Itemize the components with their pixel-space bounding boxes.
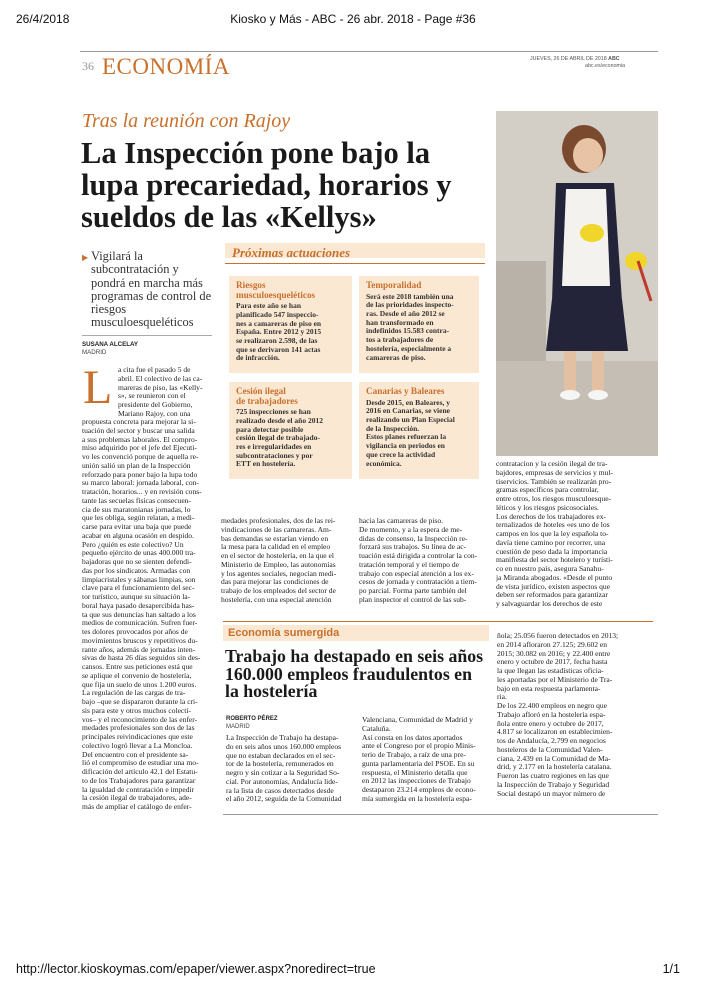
article-kicker: Tras la reunión con Rajoy xyxy=(82,110,291,132)
box-item-body: Será este 2018 también una de las prioridades inspecto- ras. Desde el año 2012 se han transformado en indefinidos 15.583 contra- tos a trabajadores de hostelería, especialmente a camareras de piso. xyxy=(366,291,454,362)
box-item-canarias xyxy=(359,382,479,479)
sidebar-dateline: MADRID xyxy=(226,724,250,730)
box-item-riesgos xyxy=(229,276,352,373)
maid-photo xyxy=(496,111,658,456)
print-date: 26/4/2018 xyxy=(16,12,70,26)
source-url[interactable]: http://lector.kioskoymas.com/epaper/viewer.aspx?noredirect=true xyxy=(16,962,376,976)
byline: SUSANA ALCELAY xyxy=(82,341,139,348)
article-col3: hacia las camareras de piso. De momento, y a la espera de me- didas de consenso, la Inspección re- forzará sus trabajos. Su línea de ac- tuación está dirigida a controlar la con- tratación temporal y el tiempo de trabajo con especial atención a los ex- cesos de jornada y contratación a tiem- po parcial. Forma parte también del plan inspector el control de las sub- xyxy=(359,517,478,604)
box-item-title: Riesgos musculoesqueléticos xyxy=(236,280,316,300)
box-item-body: Para este año se han planificado 547 inspeccio- nes a camareras de piso en España. Entre 2012 y 2015 se realizaron 2.598, de las que se derivaron 141 actas de infracción. xyxy=(236,301,322,363)
box-rule xyxy=(225,263,485,264)
article-headline: La Inspección pone bajo la lupa precariedad, horarios y sueldos de las «Kellys» xyxy=(81,136,452,234)
box-item-temporalidad xyxy=(359,276,479,373)
article-col1-top: a cita fue el pasado 5 de abril. El colectivo de las ca- mareras de piso, las «Kelly- s», se reunieron con el presidente del Gobierno, Mariano Rajoy, con una xyxy=(118,366,203,418)
box-item-title: Temporalidad xyxy=(366,280,422,290)
dateline: MADRID xyxy=(82,349,107,356)
page-number: 36 xyxy=(82,59,94,73)
sidebar-rule-bottom xyxy=(223,814,658,815)
edition-date-text: JUEVES, 26 DE ABRIL DE 2018 xyxy=(530,56,607,62)
edition-date xyxy=(530,56,620,62)
bullet-arrow-icon: ▶ xyxy=(82,253,89,262)
box-item-body: Desde 2015, en Baleares, y 2016 en Canarias, se viene realizando un Plan Especial de la Inspección. Estos planes refuerzan la vigilancia en periodos en que crece la actividad económica. xyxy=(366,397,455,468)
box-title: Próximas actuaciones xyxy=(232,245,351,260)
box-item-cesion xyxy=(229,382,352,479)
box-item-body: 725 inspecciones se han realizado desde el año 2012 para detectar posible cesión ilegal de trabajado- res e irregularidades en subcontrataciones y por ETT en hostelería. xyxy=(236,407,323,469)
section-web: abc.es/economia xyxy=(585,63,626,69)
drop-cap: L xyxy=(83,361,113,414)
box-item-title: Cesión ilegal de trabajadores xyxy=(236,386,298,406)
sidebar-col2: Valenciana, Comunidad de Madrid y Cataluña. Así consta en los datos aportados ante el Congreso por el propio Minis- terio de Trabajo, a raíz de una pre- gunta parlamentaria del PSOE. En su respuesta, el Ministerio detalla que en 2012 las inspecciones de Trabajo destaparon 23.214 empleos de econo- mía sumergida en la hostelería espa- xyxy=(362,716,476,803)
page-count: 1/1 xyxy=(662,962,680,976)
sidebar-col3: ñola; 25.056 fueron detectados en 2013; en 2014 afloraron 27.125; 29.602 en 2015; 30.082 en 2016; y 22.400 entre enero y octubre de 2017, fecha hasta la que llegan las estadísticas oficia- les aportadas por el Ministerio de Tra- bajo en esta respuesta parlamenta- ria. De los 22.400 empleos en negro que Trabajo afloró en la hostelería espa- ñola entre enero y octubre de 2017, 4.817 se localizaron en establecimien- tos de Andalucía, 2.799 en negocios hosteleros de la Comunidad Valen- ciana, 2.439 en la Comunidad de Ma- drid, y 2.177 en la hostelería catalana. Fueron las cuatro regiones en las que la Inspección de Trabajo y Seguridad Social destapó un mayor número de xyxy=(497,632,619,798)
article-col1: propuesta concreta para mejorar la si- tuación del sector y buscar una salida a sus problemas laborales. El compro- miso adquirido por el jefe del Ejecuti- vo les convenció porque de aquella re- unión salió un plan de la Inspección reforzado para poner bajo la lupa todo su marco laboral: jornada laboral, con- tratación, horarios... y en revisión cons- tante las secuelas físicas consecuen- cia de sus maratonianas jornadas, lo que les obliga, según relatan, a medi- carse para evitar una baja que puede acabar en alguna ocasión en despido. Pero ¿quién es este colectivo? Un pequeño ejército de unas 400.000 tra- bajadoras que no se sienten defendi- das por los sindicatos. Armadas con limpiacristales y sábanas limpias, son clave para el funcionamiento del sec- tor turístico, aunque su situación la- boral haya pasado desapercibida has- ta que sus denuncias han saltado a los medios de comunicación. Sufren fuer- tes dolores provocados por años de movimientos bruscos y repetitivos du- rante años, además de jornadas inten- sivas de hasta 26 días seguidos sin des- cansos. Entre sus peticiones está que se aplique el convenio de hostelería, que fija un suelo de unos 1.200 euros. La regulación de las cargas de tra- bajo –que se dispararon durante la cri- sis para este y otros muchos colecti- vos– y el reconocimiento de las enfer- medades profesionales son dos de las principales reivindicaciones que este colectivo logró llevar a La Moncloa. Del encuentro con el presidente sa- lió el compromiso de estudiar una mo- dificación del artículo 42.1 del Estatu- to de los Trabajadores para garantizar la igualdad de contratación e impedir la cesión ilegal de trabajadores, ade- más de ampliar el catálogo de enfer- xyxy=(82,418,202,811)
deck-text: Vigilará la subcontratación y pondrá en marcha más programas de control de riesgos musculoesqueléticos xyxy=(91,249,212,330)
header-rule xyxy=(80,51,658,52)
sidebar-rule-top xyxy=(223,621,653,622)
article-deck xyxy=(82,250,212,330)
deck-rule xyxy=(82,335,212,336)
sidebar-kicker: Economía sumergida xyxy=(228,627,340,639)
sidebar-headline: Trabajo ha destapado en seis años 160.000 empleos fraudulentos en la hostelería xyxy=(225,646,484,701)
sidebar-col1: La Inspección de Trabajo ha destapa- do en seis años unos 160.000 empleos que no estaban declarados en el sec- tor de la hostelería, remunerados en negro y sin cotizar a la Seguridad So- cial. Por autonomías, Andalucía lide- ra la lista de casos detectados desde el año 2012, seguida de la Comunidad xyxy=(226,734,342,804)
print-title: Kiosko y Más - ABC - 26 abr. 2018 - Page #36 xyxy=(230,12,476,26)
article-col4: contratacion y la cesión ilegal de tra- bajdores, empresas de servicios y mul- tiservicios. También se realizarán pro- gramas específicos para controlar, entre otros, los riesgos musculoesque- léticos y los riesgos psicosociales. Los derechos de los trabajadores ex- ternalizados de hoteles «es uno de los campos en los que la ley española to- davía tiene camino por recorrer, una cuestión de peso dada la importancia manifiesta del sector hotelero y turísti- co en nuestro país, asegura Sanahu- ja Miranda abogados. «Desde el punto de vista jurídico, existen aspectos que deben ser reformados para garantizar y salvaguardar los derechos de este xyxy=(496,460,613,608)
section-title: ECONOMÍA xyxy=(102,54,230,79)
maid-illustration-icon xyxy=(496,111,658,456)
article-col2: medades profesionales, dos de las rei- vindicaciones de las camareras. Am- bas demandas se estarían viendo en la mesa para la calidad en el empleo en el sector de hostelería, en la que el Ministerio de Empleo, las autonomías y los agentes sociales, negocian medi- das para mejorar las condiciones de trabajo de los empleados del sector de hostelería, con una especial atención xyxy=(221,517,337,604)
paper-name: ABC xyxy=(608,56,620,62)
box-item-title: Canarias y Baleares xyxy=(366,386,445,396)
sidebar-byline: ROBERTO PÉREZ xyxy=(226,716,278,722)
